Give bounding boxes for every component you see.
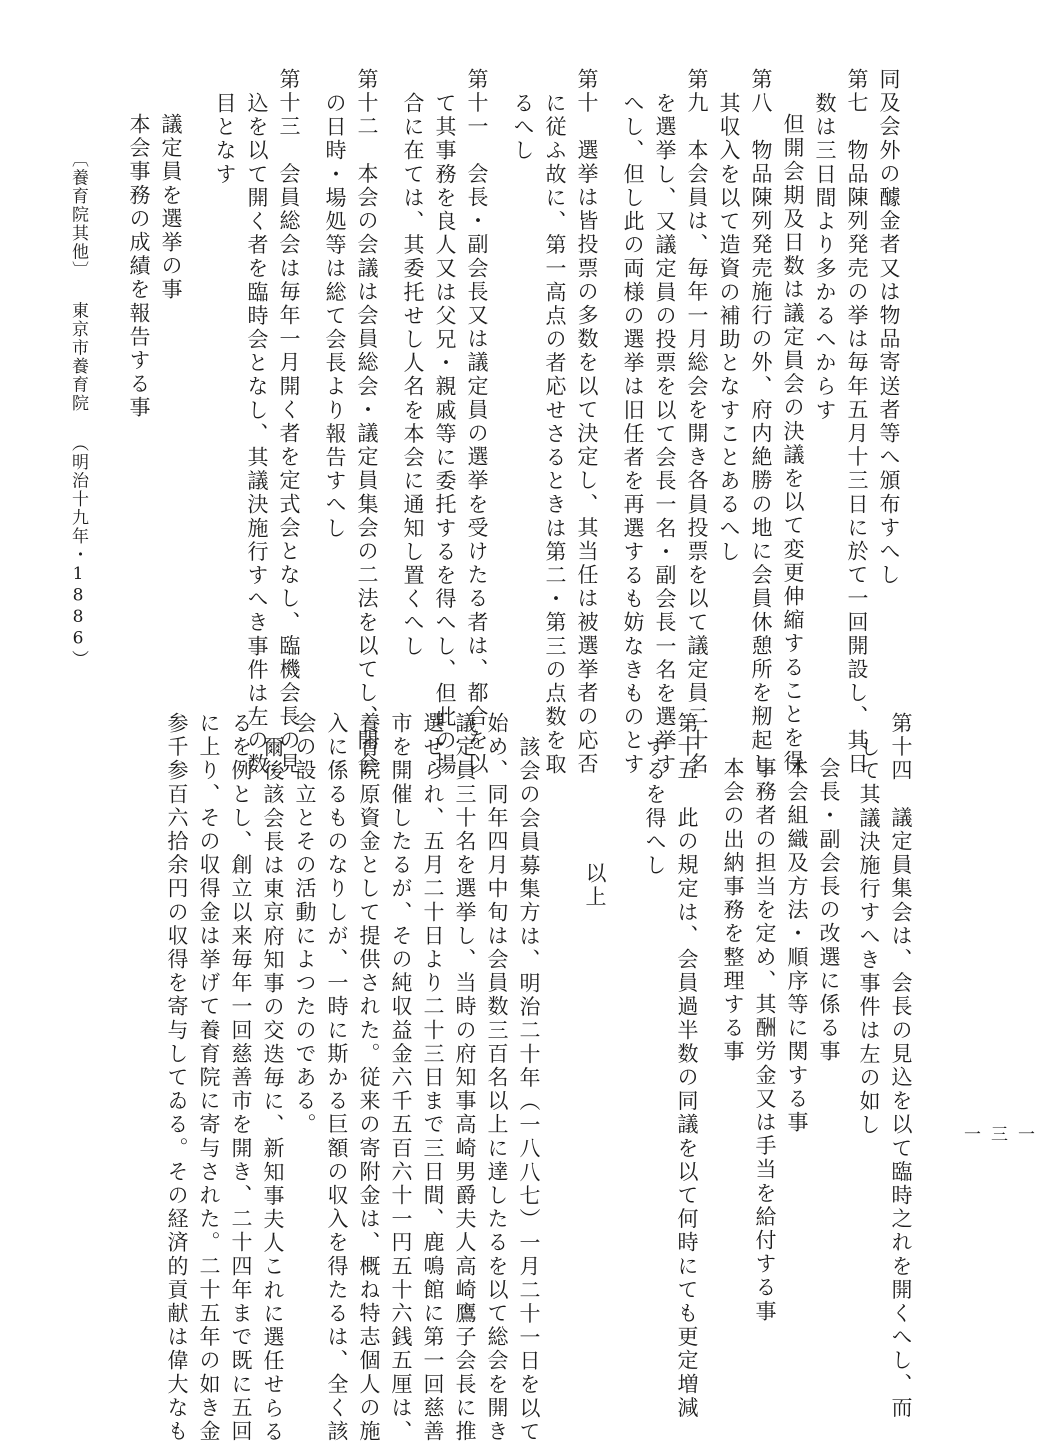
text-column: 第七 物品陳列発売の挙は毎年五月十三日に於て一回開設し、其日 <box>845 68 869 776</box>
source-bracket: 〔養育院其他〕 <box>68 150 88 280</box>
text-column: 其収入を以て造資の補助となすことあるへし <box>717 92 741 564</box>
text-column: て其事務を良人又は父兄・親戚等に委托するを得へし、但此の場 <box>433 92 457 777</box>
text-column: 第十五 此の規定は、会員過半数の同議を以て何時にても更定増減 <box>675 712 699 1420</box>
text-column: 該会の会員募集方は、明治二十年（一八八七）一月二十一日を以て <box>517 736 541 1444</box>
text-column: 議定員三十名を選挙し、当時の府知事高崎男爵夫人高崎鷹子会長に推 <box>453 712 477 1444</box>
text-column: 合に在ては、其委托せし人名を本会に通知し置くへし <box>401 92 425 659</box>
text-column: へし、但し此の両様の選挙は旧任者を再選するも妨なきものとす <box>621 92 645 777</box>
text-column: 始め、同年四月中旬は会員数三百名以上に達したるを以て総会を開き <box>485 712 509 1444</box>
text-column: 会長・副会長の改選に係る事 <box>817 757 841 1064</box>
text-column: 但開会期及日数は議定員会の決議を以て変更伸縮することを得 <box>781 113 805 774</box>
text-column: 市を開催したるが、その純収益金六千五百六十一円五十六銭五厘は、 <box>389 712 413 1444</box>
text-column: 会の設立とその活動によつたのである。 <box>293 712 317 1137</box>
text-column: 入に係るものなりしが、一時に斯かる巨額の収入を得たるは、全く該 <box>325 712 349 1444</box>
text-column: 第八 物品陳列発売施行の外、府内絶勝の地に会員休憩所を剏起し <box>749 68 773 776</box>
ijo-end-mark: 以上 <box>583 862 607 910</box>
text-column: 議定員を選挙の事 <box>159 113 183 302</box>
text-column: に上り、その収得金は挙げて養育院に寄与された。二十五年の如き金 <box>197 712 221 1444</box>
text-column: 目となす <box>213 92 237 187</box>
text-column: 第十二 本会の会議は会員総会・議定員集会の二法を以てし、開会 <box>355 68 379 776</box>
text-column: 第九 本会員は、毎年一月総会を開き各員投票を以て議定員二十名 <box>685 68 709 776</box>
text-column: 第十三 会員総会は毎年一月開く者を定式会となし、臨機会長の見 <box>277 68 301 776</box>
text-column: 第十一 会長・副会長又は議定員の選挙を受けたる者は、都合を以 <box>465 68 489 776</box>
text-column: 込を以て開く者を臨時会となし、其議決施行すへき事件は左の数 <box>245 92 269 777</box>
text-column: するを得へし <box>643 736 667 878</box>
text-column: 数は三日間より多かるへからす <box>813 92 837 423</box>
text-column: 参千参百六拾余円の収得を寄与してゐる。その経済的貢献は偉大なも <box>165 712 189 1444</box>
text-column: 爾後該会長は東京府知事の交迭毎に、新知事夫人これに選任せらる <box>261 736 285 1444</box>
text-column: るへし <box>511 92 535 163</box>
text-column: して其議決施行すへき事件は左の如し <box>857 736 881 1138</box>
text-column: の日時・場処等は総て会長より報告すへし <box>323 92 347 541</box>
text-column: 同及会外の醵金者又は物品寄送者等へ頒布すへし <box>877 68 901 588</box>
text-column: 本会組織及方法・順序等に関する事 <box>785 757 809 1135</box>
text-column: 本会の出納事務を整理する事 <box>721 757 745 1064</box>
page-number: 一三一 <box>964 1125 1045 1145</box>
text-column: に従ふ故に、第一高点の者応せさるときは第二・第三の点数を取 <box>543 92 567 777</box>
text-column: 第十四 議定員集会は、会長の見込を以て臨時之れを開くへし、而 <box>889 712 913 1420</box>
text-column: 選せられ、五月二十日より二十三日まで三日間、鹿鳴館に第一回慈善 <box>421 712 445 1444</box>
text-column: 本会事務の成績を報告する事 <box>127 113 151 420</box>
text-column: るを例とし、創立以来毎年一回慈善市を開き、二十四年まで既に五回 <box>229 712 253 1444</box>
text-column: 事務者の担当を定め、其酬労金又は手当を給付する事 <box>753 757 777 1324</box>
source-institution: 東京市養育院 <box>68 301 88 413</box>
source-citation <box>66 150 91 669</box>
source-date: （明治十九年・1886） <box>68 434 88 669</box>
text-column: を選挙し、又議定員の投票を以て会長一名・副会長一名を選挙す <box>653 92 677 777</box>
text-column: 養育院原資金として提供された。従来の寄附金は、概ね特志個人の施 <box>357 712 381 1444</box>
text-column: 第十 選挙は皆投票の多数を以て決定し、其当任は被選挙者の応否 <box>575 68 599 776</box>
